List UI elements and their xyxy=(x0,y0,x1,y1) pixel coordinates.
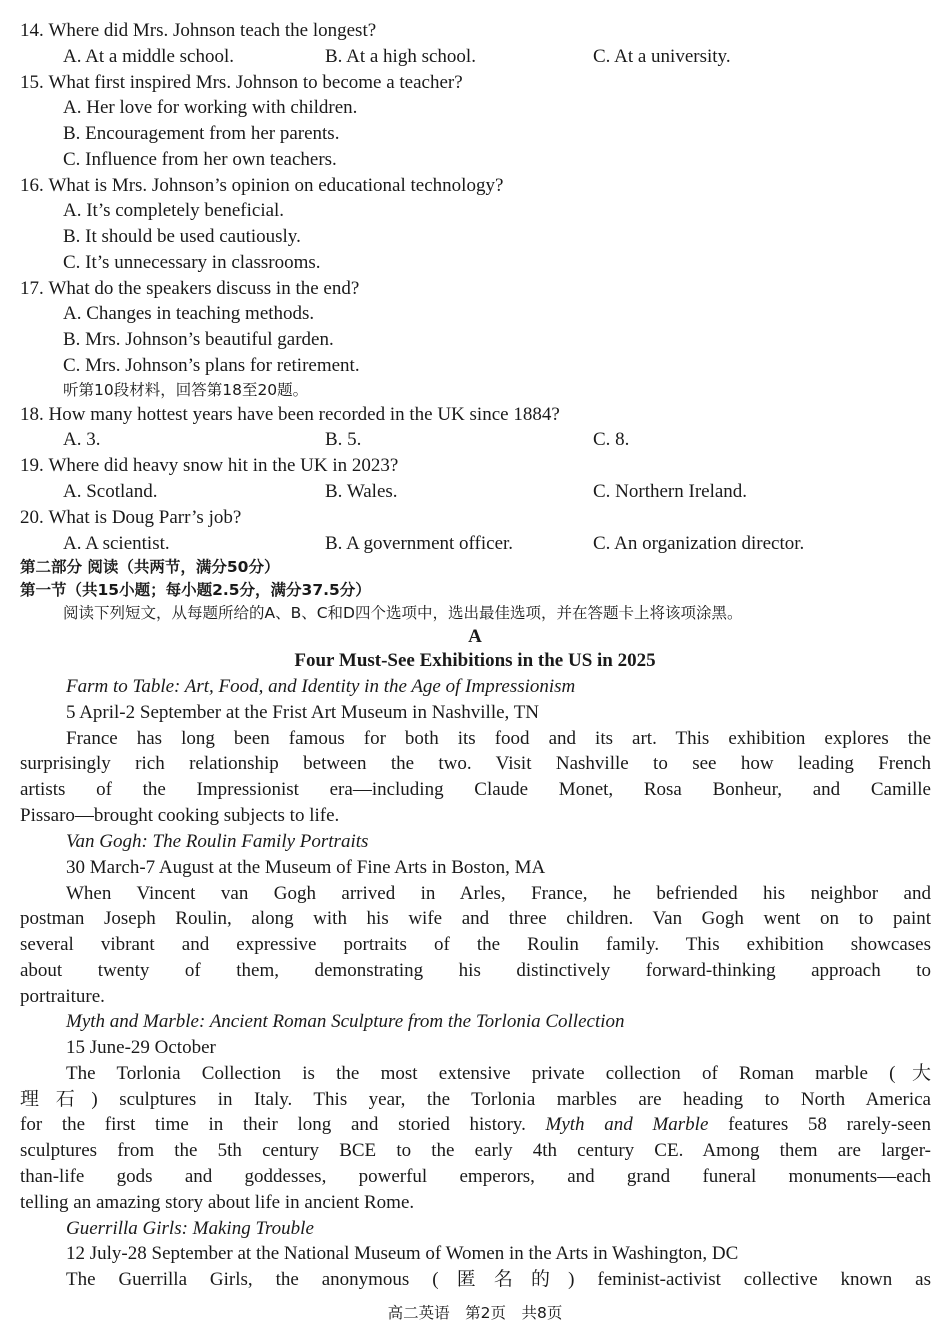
option-c: C. It’s unnecessary in classrooms. xyxy=(63,252,321,273)
section1-heading: 第一节（共15小题；每小题2.5分，满分37.5分） xyxy=(20,581,371,599)
option-c: C. Mrs. Johnson’s plans for retirement. xyxy=(63,355,360,376)
exhibition-3-text: telling an amazing story about life in ancient Rome. xyxy=(20,1192,415,1213)
exhibition-2-text: postman Joseph Roulin, along with his wife and three children. Van Gogh went on to paint xyxy=(20,908,931,929)
exhibition-2-info: 30 March-7 August at the Museum of Fine Arts in Boston, MA xyxy=(66,857,546,878)
exhibition-1-info: 5 April-2 September at the Frist Art Museum in Nashville, TN xyxy=(66,702,540,723)
option-a: A. It’s completely beneficial. xyxy=(63,200,285,221)
option-c: C. 8. xyxy=(593,429,630,450)
exhibition-4-info: 12 July-28 September at the National Museum of Women in the Arts in Washington, DC xyxy=(66,1243,739,1264)
listening-instruction: 听第10段材料，回答第18至20题。 xyxy=(63,381,309,399)
exhibition-3-text: 理石) sculptures in Italy. This year, the Torlonia marbles are heading to North America xyxy=(20,1089,931,1110)
option-c: C. Northern Ireland. xyxy=(593,481,748,502)
question-15-stem: 15. What first inspired Mrs. Johnson to become a teacher? xyxy=(20,72,463,93)
option-a: A. 3. xyxy=(63,429,101,450)
option-a: A. Scotland. xyxy=(63,481,158,502)
exhibition-3-text: than-life gods and goddesses, powerful emperors, and grand funeral monuments—each xyxy=(20,1166,931,1187)
option-b: B. Encouragement from her parents. xyxy=(63,123,340,144)
exhibition-2-text: portraiture. xyxy=(20,986,105,1007)
question-16-stem: 16. What is Mrs. Johnson’s opinion on educational technology? xyxy=(20,175,504,196)
exhibition-1-title: Farm to Table: Art, Food, and Identity in the Age of Impressionism xyxy=(66,676,576,697)
exhibition-4-title: Guerrilla Girls: Making Trouble xyxy=(66,1218,314,1239)
question-17-stem: 17. What do the speakers discuss in the end? xyxy=(20,278,360,299)
exhibition-2-text: several vibrant and expressive portraits of the Roulin family. This exhibition showcases xyxy=(20,934,931,955)
passage-letter: A xyxy=(468,626,482,647)
exhibition-3-info: 15 June-29 October xyxy=(66,1037,216,1058)
exhibition-1-text: France has long been famous for both its food and its art. This exhibition explores the xyxy=(66,728,931,749)
question-20-stem: 20. What is Doug Parr’s job? xyxy=(20,507,242,528)
exhibition-1-text: artists of the Impressionist era—including Claude Monet, Rosa Bonheur, and Camille xyxy=(20,779,931,800)
option-a: A. At a middle school. xyxy=(63,46,234,67)
question-14-options xyxy=(63,44,923,70)
exhibition-3-text: The Torlonia Collection is the most extensive private collection of Roman marble (大 xyxy=(66,1063,931,1084)
question-19-stem: 19. Where did heavy snow hit in the UK in 2023? xyxy=(20,455,399,476)
option-a: A. A scientist. xyxy=(63,533,170,554)
option-b: B. A government officer. xyxy=(325,533,514,554)
exhibition-3-text: sculptures from the 5th century BCE to the early 4th century CE. Among them are larger- xyxy=(20,1140,931,1161)
exhibition-2-text: When Vincent van Gogh arrived in Arles, France, he befriended his neighbor and xyxy=(66,883,931,904)
question-18-options xyxy=(63,427,923,453)
option-b: B. It should be used cautiously. xyxy=(63,226,301,247)
option-a: A. Her love for working with children. xyxy=(63,97,358,118)
question-14-stem: 14. Where did Mrs. Johnson teach the longest? xyxy=(20,20,377,41)
exhibition-2-title: Van Gogh: The Roulin Family Portraits xyxy=(66,831,369,852)
option-a: A. Changes in teaching methods. xyxy=(63,303,315,324)
option-c: C. An organization director. xyxy=(593,533,805,554)
question-18-stem: 18. How many hottest years have been recorded in the UK since 1884? xyxy=(20,404,560,425)
part2-heading: 第二部分 阅读（共两节，满分50分） xyxy=(20,558,280,576)
passage-title: Four Must-See Exhibitions in the US in 2025 xyxy=(294,650,656,671)
exhibition-3-name-italic: Myth and Marble xyxy=(545,1114,709,1135)
page-footer: 高二英语 第2页 共8页 xyxy=(387,1304,563,1322)
exhibition-3-text: for the first time in their long and storied history. Myth and Marble features 58 rarely-seen xyxy=(20,1114,931,1135)
option-b: B. 5. xyxy=(325,429,362,450)
question-19-options xyxy=(63,479,923,505)
option-b: B. Wales. xyxy=(325,481,398,502)
option-b: B. Mrs. Johnson’s beautiful garden. xyxy=(63,329,334,350)
exhibition-2-text: about twenty of them, demonstrating his distinctively forward-thinking approach to xyxy=(20,960,931,981)
option-c: C. Influence from her own teachers. xyxy=(63,149,337,170)
reading-instruction: 阅读下列短文，从每题所给的A、B、C和D四个选项中，选出最佳选项，并在答题卡上将该项涂黑。 xyxy=(63,604,743,622)
exhibition-1-text: surprisingly rich relationship between the two. Visit Nashville to see how leading French xyxy=(20,753,931,774)
exhibition-4-text: The Guerrilla Girls, the anonymous (匿名的) feminist-activist collective known as xyxy=(66,1269,931,1290)
exhibition-1-text: Pissaro—brought cooking subjects to life. xyxy=(20,805,340,826)
option-c: C. At a university. xyxy=(593,46,731,67)
option-b: B. At a high school. xyxy=(325,46,476,67)
exhibition-3-title: Myth and Marble: Ancient Roman Sculpture from the Torlonia Collection xyxy=(66,1011,625,1032)
